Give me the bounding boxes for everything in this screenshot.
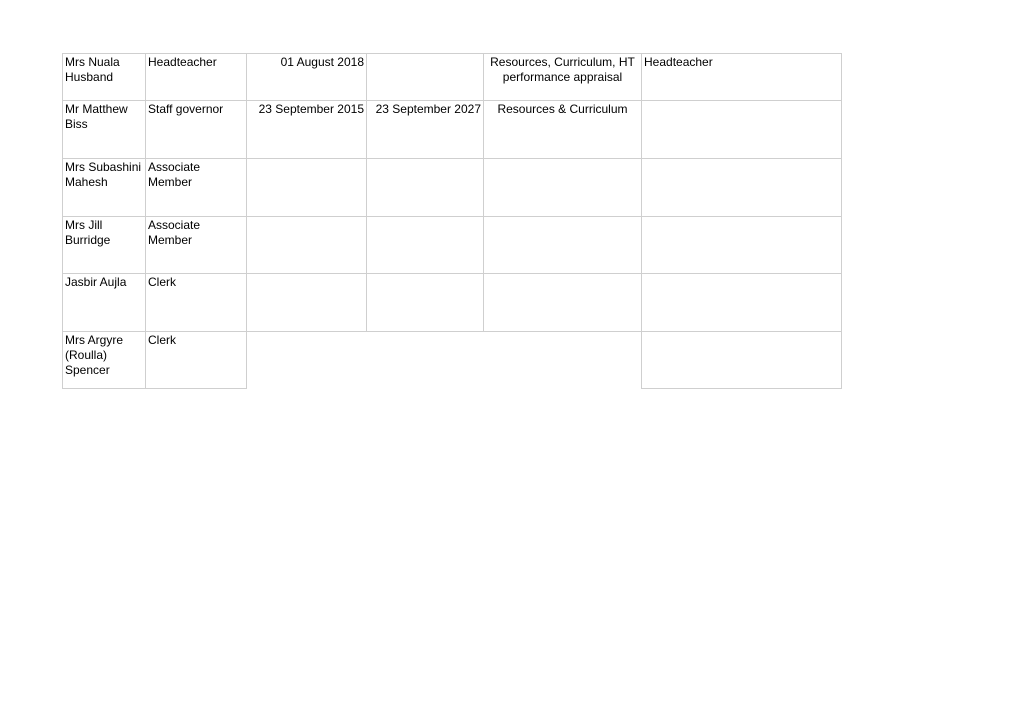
table-cell-role: Clerk <box>145 273 247 332</box>
table-cell-end-date <box>366 216 484 274</box>
table-cell-role: Headteacher <box>145 53 247 101</box>
table-cell-position <box>641 100 842 159</box>
table-cell-committees <box>483 273 642 332</box>
table-cell-name: Mrs Nuala Husband <box>62 53 146 101</box>
table-cell-end-date <box>366 158 484 217</box>
table-cell-name: Mrs Argyre (Roulla) Spencer <box>62 331 146 389</box>
table-cell-position <box>641 158 842 217</box>
table-cell-name: Mr Matthew Biss <box>62 100 146 159</box>
governors-table <box>62 53 842 389</box>
table-cell-position <box>641 273 842 332</box>
table-cell-name: Mrs Subashini Mahesh <box>62 158 146 217</box>
table-cell-position <box>641 331 842 389</box>
table-cell-role: Associate Member <box>145 216 247 274</box>
table-cell-committees <box>483 216 642 274</box>
table-cell-start-date <box>246 216 367 274</box>
table-cell-committees: Resources & Curriculum <box>483 100 642 159</box>
table-cell-committees: Resources, Curriculum, HT performance appraisal <box>483 53 642 101</box>
table-cell-position: Headteacher <box>641 53 842 101</box>
table-cell-name: Mrs Jill Burridge <box>62 216 146 274</box>
table-cell-name: Jasbir Aujla <box>62 273 146 332</box>
table-cell-start-date <box>246 273 367 332</box>
table-cell-role: Associate Member <box>145 158 247 217</box>
table-cell-end-date <box>366 53 484 101</box>
table-cell-end-date <box>366 273 484 332</box>
table-cell-start-date <box>246 158 367 217</box>
table-cell-position <box>641 216 842 274</box>
table-cell-start-date: 01 August 2018 <box>246 53 367 101</box>
table-cell-start-date: 23 September 2015 <box>246 100 367 159</box>
table-cell-end-date: 23 September 2027 <box>366 100 484 159</box>
table-cell-role: Staff governor <box>145 100 247 159</box>
table-cell-committees <box>483 158 642 217</box>
table-cell-role: Clerk <box>145 331 247 389</box>
